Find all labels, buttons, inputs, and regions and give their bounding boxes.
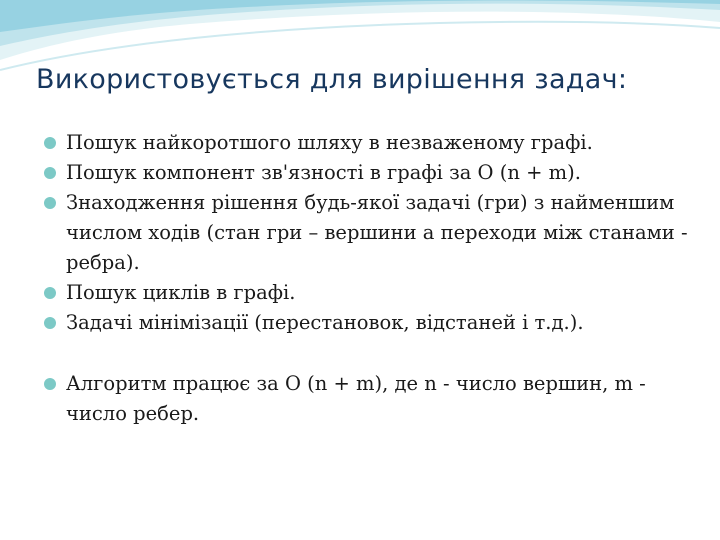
- list-item-text: Задачі мінімізації (перестановок, відстаней і т.д.).: [66, 311, 584, 334]
- bullet-dot-icon: [44, 317, 56, 329]
- list-item-text: Пошук найкоротшого шляху в незваженому графі.: [66, 131, 593, 154]
- bullet-list: [44, 128, 694, 429]
- bullet-dot-icon: [44, 287, 56, 299]
- list-item-text: Пошук циклів в графі.: [66, 281, 296, 304]
- list-item: [44, 278, 694, 308]
- list-spacer: [44, 338, 694, 369]
- list-item: [44, 128, 694, 158]
- bullet-dot-icon: [44, 137, 56, 149]
- list-item-note: [44, 369, 694, 429]
- bullet-dot-icon: [44, 378, 56, 390]
- list-item: [44, 188, 694, 278]
- slide-title: Використовується для вирішення задач:: [36, 64, 628, 95]
- list-item-text: Знаходження рішення будь-якої задачі (гри) з найменшим числом ходів (стан гри – вершини а переходи між станами - ребра).: [66, 191, 688, 274]
- list-item: [44, 158, 694, 188]
- note-text: Алгоритм працює за O (n + m), де n - число вершин, m - число ребер.: [66, 372, 646, 425]
- slide-content: [44, 128, 694, 429]
- list-item-text: Пошук компонент зв'язності в графі за O (n + m).: [66, 161, 581, 184]
- list-item: [44, 308, 694, 338]
- bullet-dot-icon: [44, 167, 56, 179]
- header-swoosh-decoration: [0, 0, 720, 120]
- bullet-dot-icon: [44, 197, 56, 209]
